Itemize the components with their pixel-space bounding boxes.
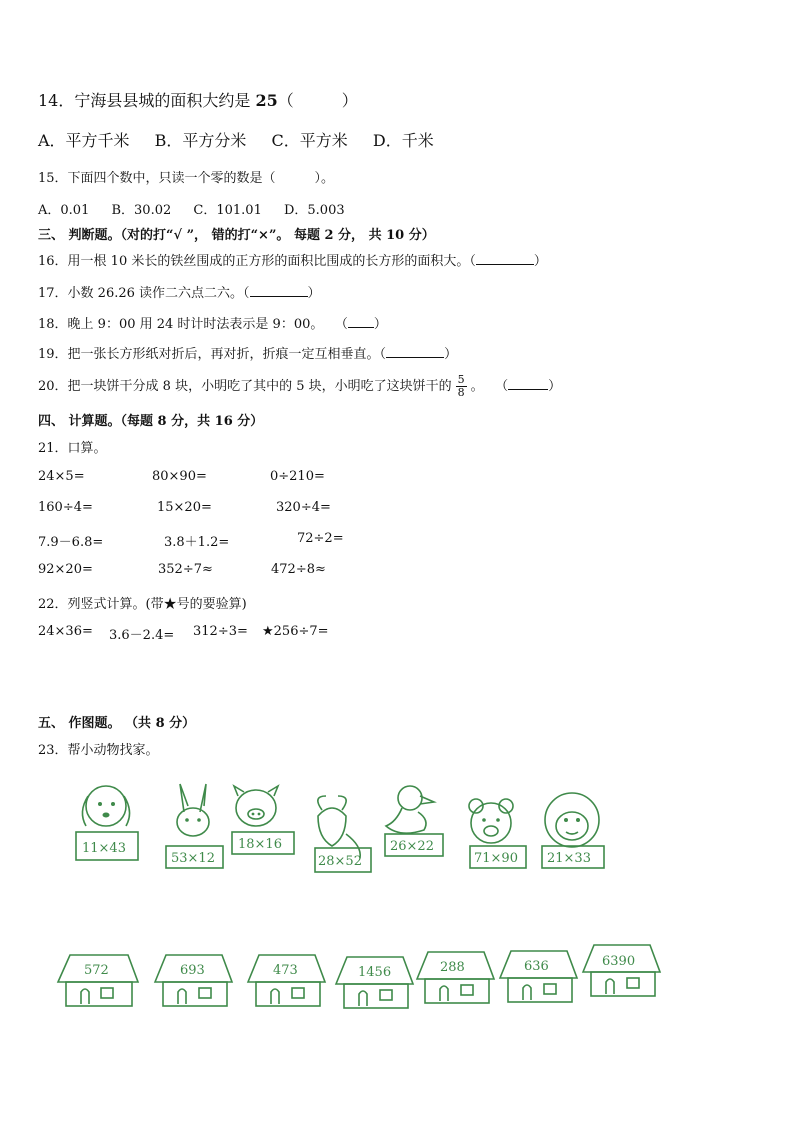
house-number: 636 — [524, 959, 549, 974]
question-17: 17．小数 26.26 读作二六点二六。（ ） — [38, 286, 321, 301]
option-d: D．千米 — [372, 131, 434, 150]
section-5-title: 五、 作图题。 （共 8 分） — [38, 716, 196, 731]
question-18: 18．晚上 9：00 用 24 时计时法表示是 9：00。 （ ） — [38, 317, 387, 332]
bear-icon — [469, 799, 526, 868]
question-17-text: 17．小数 26.26 读作二六点二六。 — [38, 286, 244, 301]
answer-blank[interactable] — [386, 345, 444, 358]
option-d: D．5.003 — [283, 203, 345, 218]
oral-calc-item: 3.8＋1.2= — [164, 535, 230, 550]
house-number: 693 — [180, 963, 205, 978]
dog-icon — [76, 786, 138, 860]
question-14-value: 25 — [255, 91, 278, 110]
oral-calc-item: 24×5= — [38, 469, 85, 484]
house-icon — [248, 955, 325, 1006]
monkey-icon — [542, 793, 604, 868]
question-15 — [38, 167, 334, 186]
animal-expression: 28×52 — [318, 854, 362, 869]
question-14-answer-paren: （ ） — [277, 91, 358, 110]
section-4-title: 四、 计算题。（每题 8 分，共 16 分） — [38, 414, 264, 429]
question-16: 16．用一根 10 米长的铁丝围成的正方形的面积比围成的长方形的面积大。（ ） — [38, 254, 547, 269]
house-icon — [417, 952, 494, 1003]
house-number: 288 — [440, 960, 465, 975]
vertical-calc-item: ★256÷7= — [262, 624, 329, 639]
section-5-heading — [38, 712, 195, 731]
house-number: 6390 — [602, 954, 636, 969]
section-3-title: 三、 判断题。（对的打“√ ”， 错的打“×”。 每题 2 分， 共 10 分） — [38, 228, 435, 243]
question-19: 19．把一张长方形纸对折后，再对折，折痕一定互相垂直。（ ） — [38, 347, 458, 362]
oral-calc-item: 0÷210= — [270, 469, 325, 484]
animal-expression: 26×22 — [390, 839, 434, 854]
house-number: 572 — [84, 963, 109, 978]
question-23 — [38, 739, 159, 758]
vertical-calc-item: 312÷3= — [193, 624, 248, 639]
question-18-text: 18．晚上 9：00 用 24 时计时法表示是 9：00。 — [38, 317, 324, 332]
vertical-calc-item: 3.6－2.4= — [109, 628, 175, 643]
option-c: C．平方米 — [271, 131, 348, 150]
duck-icon — [385, 786, 443, 856]
option-c: C．101.01 — [193, 203, 262, 218]
oral-calc-item: 92×20= — [38, 562, 93, 577]
question-19-text: 19．把一张长方形纸对折后，再对折，折痕一定互相垂直。 — [38, 347, 380, 362]
oral-calc-item: 472÷8≈ — [271, 562, 326, 577]
question-20: 20．把一块饼干分成 8 块，小明吃了其中的 5 块，小明吃了这块饼干的 $\frac{5}{8}$ 。 （ ） — [38, 373, 562, 399]
house-icon — [500, 951, 577, 1002]
goat-icon — [315, 796, 371, 872]
oral-calc-item: 15×20= — [157, 500, 212, 515]
house-number: 473 — [273, 963, 298, 978]
fraction-five-eighths — [456, 374, 467, 399]
option-b: B．30.02 — [111, 203, 172, 218]
animal-expression: 53×12 — [171, 851, 215, 866]
animal-expression: 18×16 — [238, 837, 282, 852]
house-icon — [155, 955, 232, 1006]
question-14-options — [38, 128, 434, 151]
question-21-text: 21．口算。 — [38, 441, 107, 456]
question-20-text: 20．把一块饼干分成 8 块，小明吃了其中的 5 块，小明吃了这块饼干的 — [38, 379, 452, 394]
answer-blank[interactable] — [476, 252, 534, 265]
question-15-text: 15．下面四个数中，只读一个零的数是（ ）。 — [38, 171, 335, 186]
oral-calc-item: 160÷4= — [38, 500, 93, 515]
section-3-heading — [38, 224, 435, 243]
house-icon — [58, 955, 138, 1006]
oral-calc-item: 352÷7≈ — [158, 562, 213, 577]
question-22-text: 22．列竖式计算。(带★号的要验算) — [38, 597, 247, 612]
option-a: A．平方千米 — [38, 131, 130, 150]
vertical-calc-item: 24×36= — [38, 624, 93, 639]
question-20-tail: 。 — [470, 379, 484, 394]
oral-calc-item: 320÷4= — [276, 500, 331, 515]
house-icon — [583, 945, 660, 996]
option-b: B．平方分米 — [154, 131, 247, 150]
oral-calc-item: 72÷2= — [297, 531, 344, 546]
animal-expression: 11×43 — [82, 841, 126, 856]
fraction-numerator: 5 — [457, 373, 465, 386]
animal-expression: 71×90 — [474, 851, 518, 866]
question-22 — [38, 593, 247, 612]
question-23-text: 23．帮小动物找家。 — [38, 743, 159, 758]
question-21 — [38, 437, 107, 456]
answer-blank[interactable] — [348, 315, 374, 328]
fraction-denominator: 8 — [457, 386, 465, 399]
question-15-options — [38, 199, 345, 218]
question-16-text: 16．用一根 10 米长的铁丝围成的正方形的面积比围成的长方形的面积大。 — [38, 254, 470, 269]
question-14 — [38, 88, 358, 111]
house-number: 1456 — [358, 965, 392, 980]
option-a: A．0.01 — [38, 203, 90, 218]
animal-expression: 21×33 — [547, 851, 591, 866]
section-4-heading — [38, 410, 263, 429]
answer-blank[interactable] — [508, 377, 548, 390]
answer-blank[interactable] — [250, 284, 308, 297]
pig-icon — [232, 786, 294, 854]
house-icon — [336, 957, 413, 1008]
oral-calc-item: 7.9－6.8= — [38, 535, 104, 550]
rabbit-icon — [166, 784, 223, 868]
question-14-text: 14．宁海县县城的面积大约是 — [38, 91, 256, 110]
oral-calc-item: 80×90= — [152, 469, 207, 484]
